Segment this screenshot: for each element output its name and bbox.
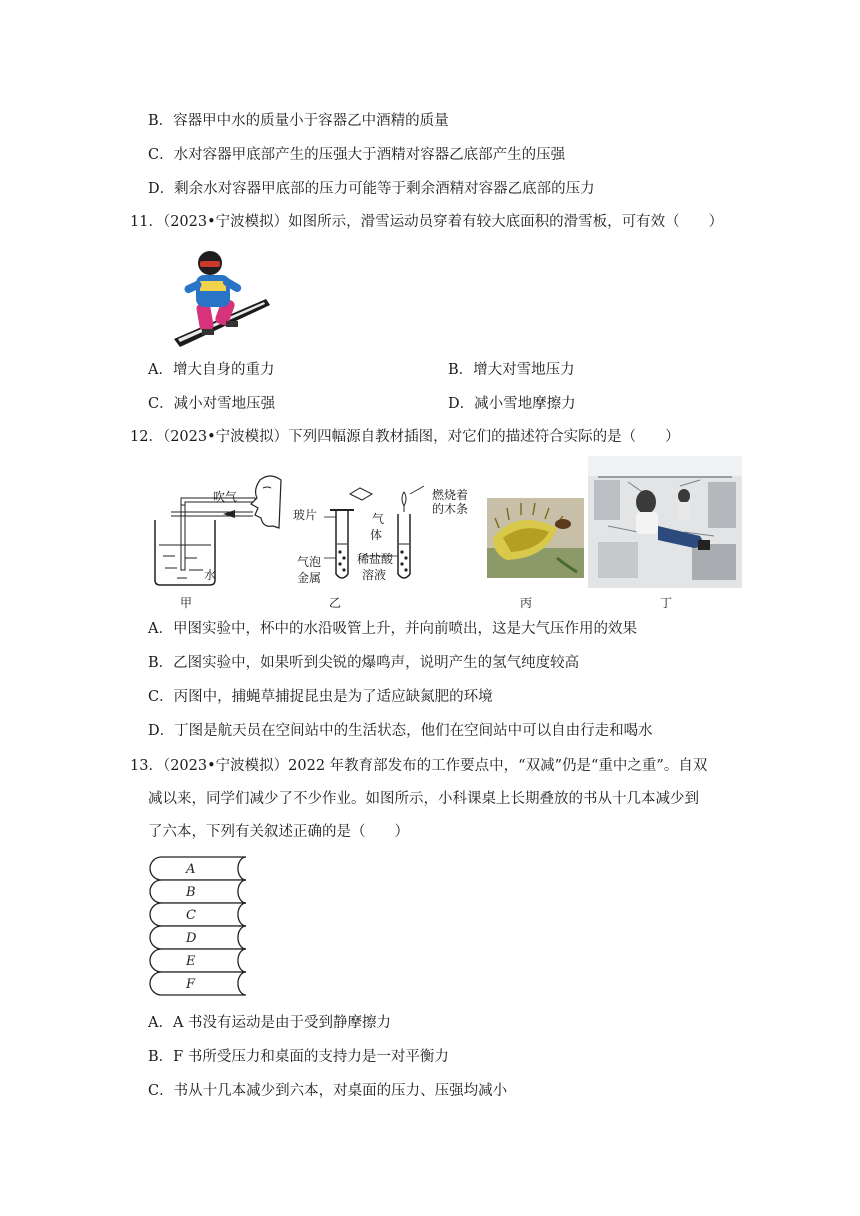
q11-option-c: C．减小对雪地压强 (148, 396, 276, 412)
fig-caption-ding: 丁 (660, 596, 673, 610)
q13-option-a: A．A 书没有运动是由于受到静摩擦力 (148, 1015, 392, 1031)
book-F (150, 972, 246, 995)
q10-option-c: C．水对容器甲底部产生的压强大于酒精对容器乙底部产生的压强 (148, 147, 566, 163)
fig-caption-jia: 甲 (180, 596, 193, 610)
book-C (150, 903, 246, 926)
q10-option-d: D．剩余水对容器甲底部的压力可能等于剩余酒精对容器乙底部的压力 (148, 181, 595, 197)
fig-caption-bing: 丙 (520, 596, 533, 610)
q11-option-b: B．增大对雪地压力 (448, 362, 575, 378)
q13-stem-line-2: 减以来，同学们减少了不少作业。如图所示，小科课桌上长期叠放的书从十几本减少到 (148, 791, 699, 807)
fig-label-rongye: 溶液 (362, 568, 387, 582)
book-label-F: F (186, 977, 196, 992)
q12-option-c: C．丙图中，捕蝇草捕捉昆虫是为了适应缺氮肥的环境 (148, 689, 493, 705)
book-D (150, 926, 246, 949)
fig-label-shui: 水 (204, 568, 217, 582)
fig-label-ranshao-1: 燃烧着 (432, 488, 469, 502)
book-label-D: D (186, 931, 197, 946)
book-label-A: A (186, 862, 196, 877)
q13-stem-line-1: 13．（2023•宁波模拟）2022 年教育部发布的工作要点中，“双减”仍是“重中之重”。自双 (130, 758, 708, 774)
fig-label-boli: 玻片 (293, 508, 318, 522)
book-label-C: C (186, 908, 196, 923)
q13-option-c: C．书从十几本减少到六本，对桌面的压力、压强均减小 (148, 1083, 508, 1099)
figure-bing-flytrap-photo (487, 498, 584, 578)
fig-label-xiyansuan: 稀盐酸 (357, 552, 394, 566)
q11-option-d: D．减小雪地摩擦力 (448, 396, 576, 412)
q12-option-d: D．丁图是航天员在空间站中的生活状态，他们在空间站中可以自由行走和喝水 (148, 723, 653, 739)
fig-label-qipao: 气泡 (297, 555, 322, 569)
fig-label-chuiqi: 吹气 (213, 490, 238, 504)
book-B (150, 880, 246, 903)
fig-label-ranshao-2: 的木条 (432, 502, 469, 516)
q11-stem: 11．（2023•宁波模拟）如图所示，滑雪运动员穿着有较大底面积的滑雪板，可有效（ ） (130, 214, 724, 230)
snowboarder-image (170, 245, 272, 349)
q13-stem-line-3: 了六本，下列有关叙述正确的是（ ） (148, 824, 409, 840)
fig-caption-yi: 乙 (329, 596, 342, 610)
q11-option-a: A．增大自身的重力 (148, 362, 275, 378)
fig-label-ti: 体 (370, 528, 383, 542)
book-label-E: E (186, 954, 196, 969)
q13-option-b: B．F 书所受压力和桌面的支持力是一对平衡力 (148, 1049, 449, 1065)
book-E (150, 949, 246, 972)
book-A (150, 857, 246, 880)
q12-option-b: B．乙图实验中，如果听到尖锐的爆鸣声，说明产生的氢气纯度较高 (148, 655, 580, 671)
q10-option-b: B．容器甲中水的质量小于容器乙中酒精的质量 (148, 113, 449, 129)
stacked-books-figure (146, 856, 258, 998)
fig-label-qi: 气 (372, 512, 385, 526)
q12-option-a: A．甲图实验中，杯中的水沿吸管上升，并向前喷出，这是大气压作用的效果 (148, 621, 637, 637)
figure-ding-space-station-photo (588, 456, 742, 588)
fig-label-jinshu: 金属 (297, 571, 322, 585)
book-label-B: B (186, 885, 196, 900)
q12-stem: 12．（2023•宁波模拟）下列四幅源自教材插图，对它们的描述符合实际的是（ ） (130, 429, 680, 445)
